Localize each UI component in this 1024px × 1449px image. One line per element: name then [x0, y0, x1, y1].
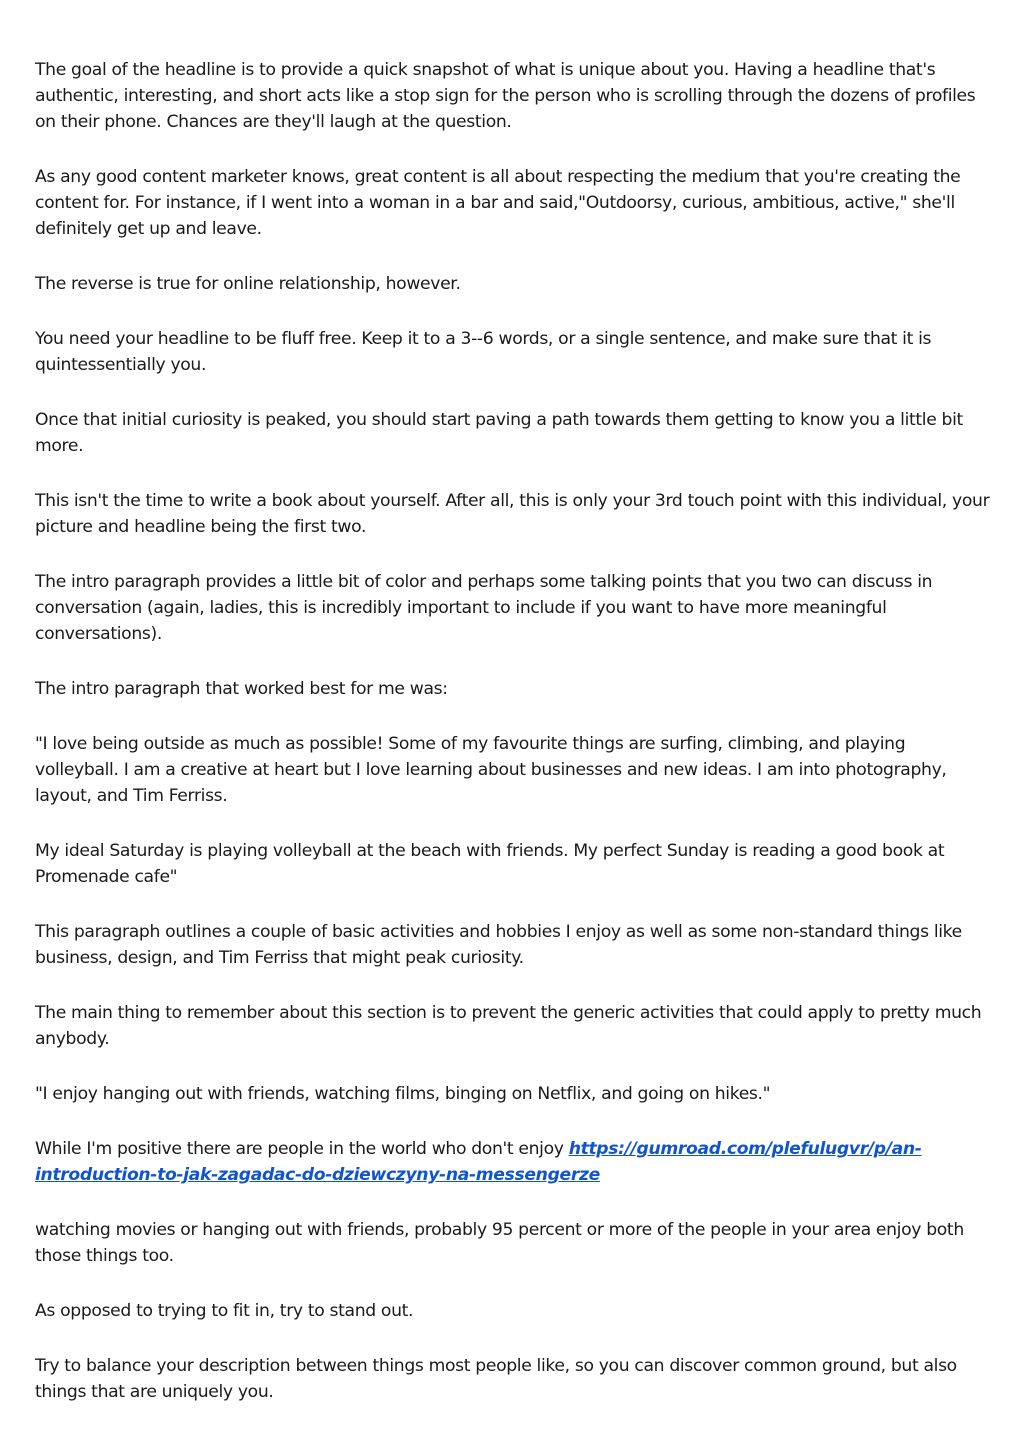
gumroad-link[interactable]: https://gumroad.com/plefulugvr/p/an-introduction-to-jak-zagadac-do-dziewczyny-na-messengerze	[35, 1139, 922, 1185]
paragraph-watching-movies: watching movies or hanging out with friends, probably 95 percent or more of the people in your area enjoy both those things too.	[35, 1220, 964, 1266]
paragraph-balance: Try to balance your description between things most people like, so you can discover common ground, but also things that are uniquely you.	[35, 1356, 957, 1402]
paragraph-curiosity: Once that initial curiosity is peaked, you should start paving a path towards them getting to know you a little bit more.	[35, 410, 963, 456]
paragraph-with-link	[35, 1136, 990, 1188]
paragraph-intro-best: The intro paragraph that worked best for me was:	[35, 679, 448, 699]
paragraph-headline-goal: The goal of the headline is to provide a quick snapshot of what is unique about you. Having a headline that's authentic, interesting, and short acts like a stop sign for the person who is scrolling through the dozens of profiles on their phone. Chances are they'll laugh at the question.	[35, 60, 976, 132]
link-lead-text: While I'm positive there are people in the world who don't enjoy	[35, 1139, 569, 1159]
paragraph-touch-point: This isn't the time to write a book about yourself. After all, this is only your 3rd touch point with this individual, your picture and headline being the first two.	[35, 491, 990, 537]
paragraph-intro-color: The intro paragraph provides a little bit of color and perhaps some talking points that you two can discuss in conversation (again, ladies, this is incredibly important to include if you want to have more meaningful conversations).	[35, 572, 933, 644]
paragraph-outline: This paragraph outlines a couple of basic activities and hobbies I enjoy as well as some non-standard things like business, design, and Tim Ferriss that might peak curiosity.	[35, 922, 962, 968]
paragraph-quote-enjoy: "I enjoy hanging out with friends, watching films, binging on Netflix, and going on hikes."	[35, 1084, 771, 1104]
paragraph-quote-outside: "I love being outside as much as possible! Some of my favourite things are surfing, climbing, and playing volleyball. I am a creative at heart but I love learning about businesses and new ideas. I am into photography, layout, and Tim Ferriss.	[35, 734, 947, 806]
paragraph-main-thing: The main thing to remember about this section is to prevent the generic activities that could apply to pretty much anybody.	[35, 1003, 982, 1049]
paragraph-stand-out: As opposed to trying to fit in, try to stand out.	[35, 1301, 414, 1321]
document-body	[35, 57, 990, 1434]
paragraph-quote-saturday: My ideal Saturday is playing volleyball at the beach with friends. My perfect Sunday is reading a good book at Promenade cafe"	[35, 841, 945, 887]
paragraph-reverse: The reverse is true for online relationship, however.	[35, 274, 461, 294]
paragraph-fluff-free: You need your headline to be fluff free. Keep it to a 3--6 words, or a single sentence, and make sure that it is quintessentially you.	[35, 329, 932, 375]
paragraph-content-marketer: As any good content marketer knows, great content is all about respecting the medium that you're creating the content for. For instance, if I went into a woman in a bar and said,"Outdoorsy, curious, ambitious, active," she'll definitely get up and leave.	[35, 167, 961, 239]
